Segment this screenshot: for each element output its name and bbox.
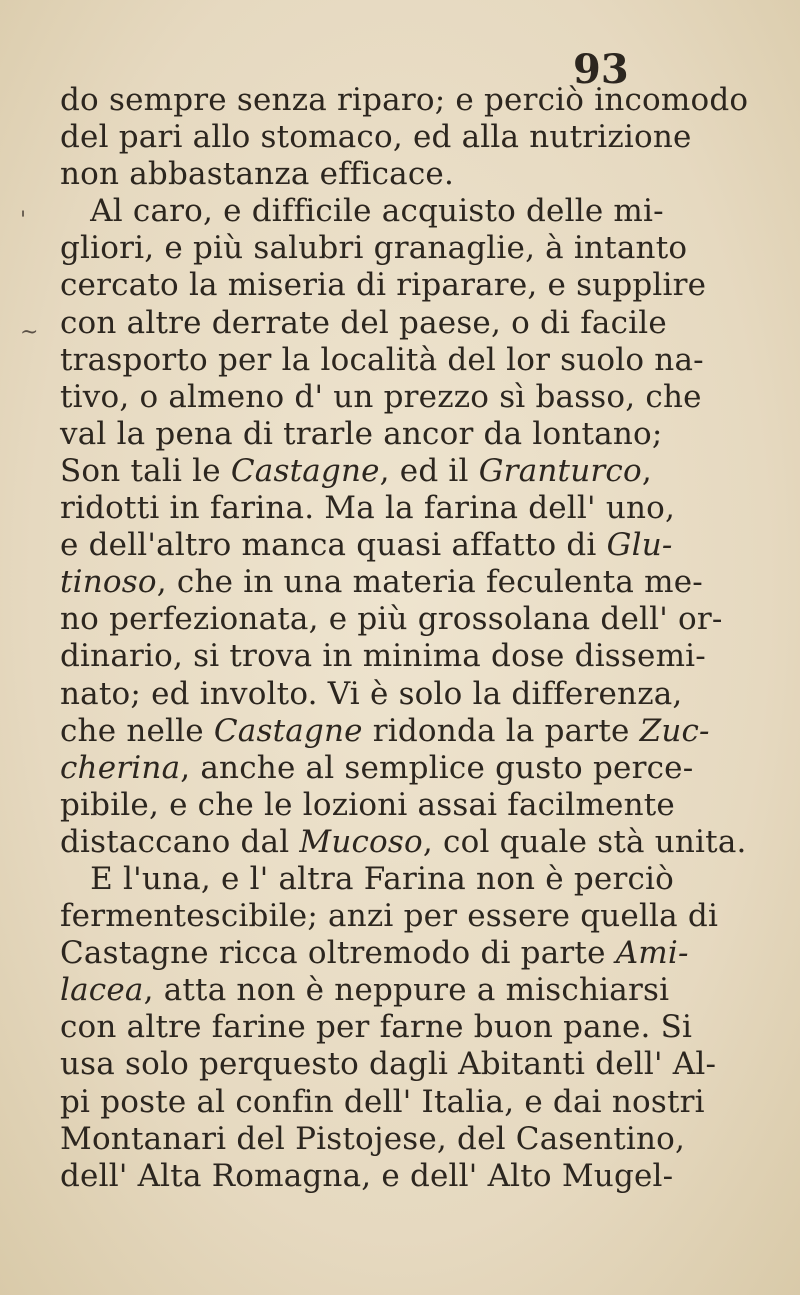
text-line: [60, 527, 760, 564]
text-segment: tivo, o almeno d' un prezzo sì basso, che: [60, 378, 702, 415]
text-line: [60, 564, 760, 601]
text-line: [60, 787, 760, 824]
blank-page-area: [0, 1060, 800, 1295]
text-segment: pi poste al confin dell' Italia, e dai nostri: [60, 1083, 705, 1120]
text-segment: , atta non è neppure a mischiarsi: [143, 972, 670, 1009]
text-segment: , ed il: [379, 452, 479, 489]
text-segment: con altre derrate del paese, o di facile: [60, 304, 667, 341]
text-line: [60, 1009, 760, 1046]
text-segment: distaccano dal: [60, 823, 300, 860]
text-line: [60, 305, 760, 342]
text-segment: ridonda la parte: [362, 712, 640, 749]
text-segment: ridotti in farina. Ma la farina dell' uno,: [60, 490, 676, 527]
italic-term: lacea: [60, 972, 144, 1009]
text-segment: , anche al semplice gusto perce-: [180, 749, 694, 786]
margin-mark: ~: [20, 320, 39, 345]
text-line: [60, 972, 760, 1009]
text-line: [60, 193, 760, 230]
text-line: [60, 379, 760, 416]
text-line: [60, 898, 760, 935]
text-line: [60, 601, 760, 638]
text-segment: e dell'altro manca quasi affatto di: [60, 527, 607, 564]
text-segment: do sempre senza riparo; e perciò incomodo: [60, 82, 749, 118]
text-line: [60, 638, 760, 675]
italic-term: Castagne: [213, 712, 363, 749]
text-line: [60, 230, 760, 267]
italic-term: Zuc-: [639, 712, 710, 749]
text-line: [60, 490, 760, 527]
text-segment: gliori, e più salubri granaglie, à intanto: [60, 230, 688, 267]
italic-term: Mucoso: [299, 823, 423, 860]
text-segment: con altre farine per farne buon pane. Si: [60, 1009, 693, 1046]
text-segment: ,: [641, 452, 652, 489]
text-line: [60, 267, 760, 304]
italic-term: Castagne: [230, 452, 380, 489]
text-segment: , che in una materia feculenta me-: [156, 564, 703, 601]
text-segment: no perfezionata, e più grossolana dell' or-: [60, 601, 723, 638]
italic-term: tinoso: [60, 564, 157, 601]
text-segment: non abbastanza efficace.: [60, 156, 454, 193]
text-segment: pibile, e che le lozioni assai facilmente: [60, 786, 675, 823]
text-line: [60, 861, 760, 898]
text-line: [60, 416, 760, 453]
text-segment: Al caro, e difficile acquisto delle mi-: [60, 193, 664, 230]
text-segment: Castagne ricca oltremodo di parte: [60, 935, 616, 972]
text-segment: usa solo perquesto dagli Abitanti dell' Al-: [60, 1046, 717, 1083]
text-segment: dell' Alta Romagna, e dell' Alto Mugel-: [60, 1157, 674, 1194]
text-line: [60, 824, 760, 861]
text-line: [60, 82, 760, 119]
text-segment: Montanari del Pistojese, del Casentino,: [60, 1120, 686, 1157]
italic-term: Ami-: [615, 935, 689, 972]
italic-term: cherina: [60, 749, 181, 786]
text-line: [60, 935, 760, 972]
text-segment: del pari allo stomaco, ed alla nutrizione: [60, 119, 692, 156]
text-segment: , col quale stà unita.: [422, 823, 747, 860]
text-line: [60, 156, 760, 193]
text-segment: trasporto per la località del lor suolo na-: [60, 341, 704, 378]
text-line: [60, 342, 760, 379]
page-number: 93: [573, 46, 629, 93]
text-line: [60, 453, 760, 490]
text-segment: nato; ed involto. Vi è solo la differenza,: [60, 675, 683, 712]
text-segment: val la pena di trarle ancor da lontano;: [60, 415, 663, 452]
text-segment: fermentescibile; anzi per essere quella di: [60, 898, 719, 935]
text-line: [60, 119, 760, 156]
text-segment: dinario, si trova in minima dose dissemi-: [60, 638, 706, 675]
italic-term: Granturco: [478, 452, 642, 489]
text-segment: Son tali le: [60, 452, 231, 489]
text-segment: che nelle: [60, 712, 214, 749]
italic-term: Glu-: [606, 527, 673, 564]
body-text: [60, 82, 760, 1195]
text-segment: E l'una, e l' altra Farina non è perciò: [60, 860, 675, 897]
text-line: [60, 750, 760, 787]
text-segment: cercato la miseria di riparare, e supplire: [60, 267, 707, 304]
text-line: [60, 713, 760, 750]
text-line: [60, 676, 760, 713]
margin-mark: ': [20, 208, 27, 233]
